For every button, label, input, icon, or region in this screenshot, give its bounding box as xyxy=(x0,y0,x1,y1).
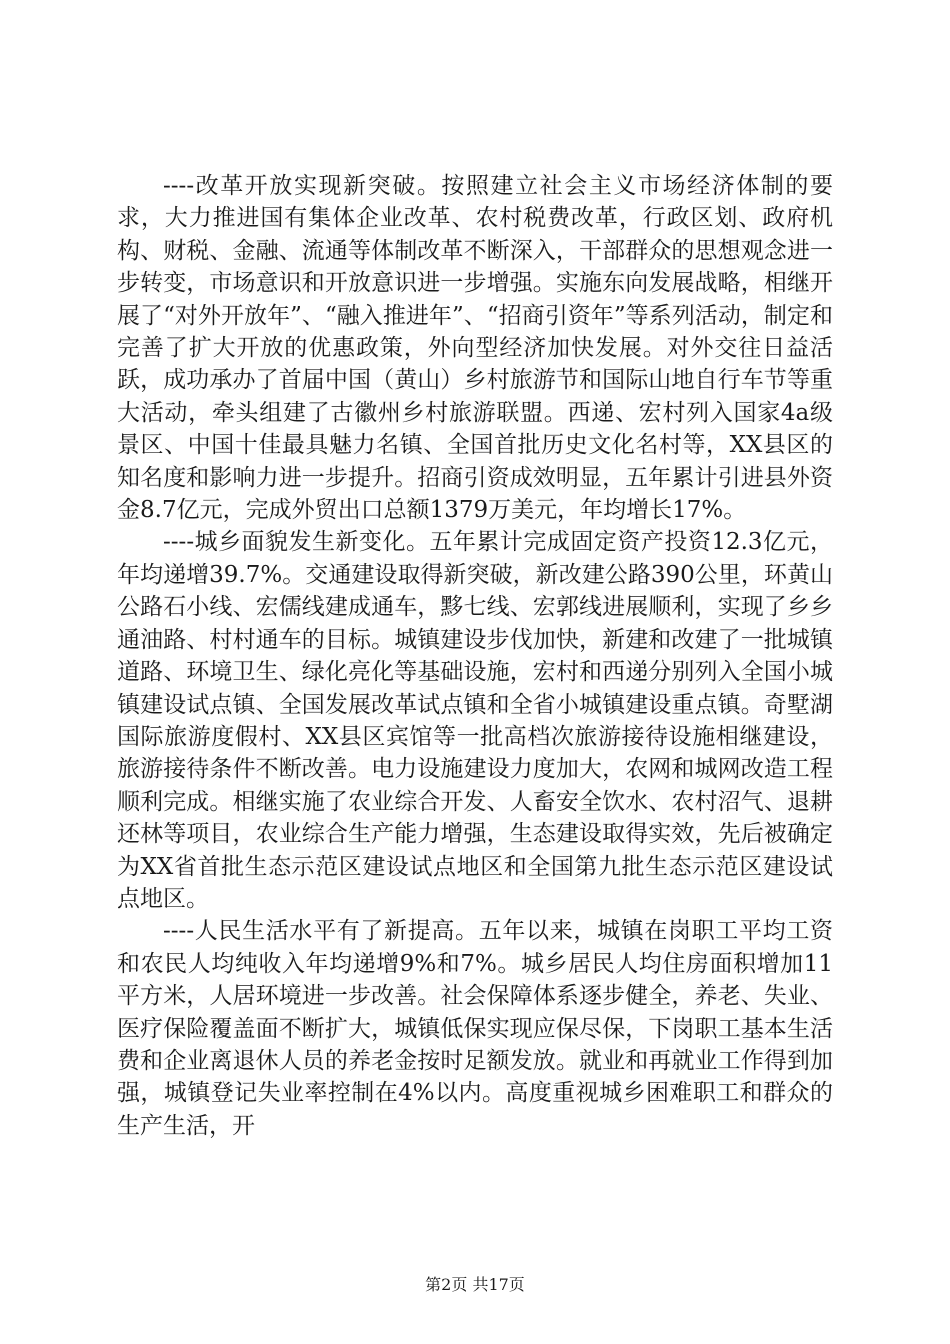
paragraph-living-standard: ----人民生活水平有了新提高。五年以来，城镇在岗职工平均工资和农民人均纯收入年均递增9%和7%。城乡居民人均住房面积增加11平方米，人居环境进一步改善。社会保障体系逐步健全，养老、失业、医疗保险覆盖面不断扩大，城镇低保实现应保尽保，下岗职工基本生活费和企业离退休人员的养老金按时足额发放。就业和再就业工作得到加强，城镇登记失业率控制在4%以内。高度重视城乡困难职工和群众的生产生活，开 xyxy=(117,918,833,1139)
paragraph-reform-opening: ----改革开放实现新突破。按照建立社会主义市场经济体制的要求，大力推进国有集体企业改革、农村税费改革，行政区划、政府机构、财税、金融、流通等体制改革不断深入，干部群众的思想观念进一步转变，市场意识和开放意识进一步增强。实施东向发展战略，相继开展了“对外开放年”、“融入推进年”、“招商引资年”等系列活动，制定和完善了扩大开放的优惠政策，外向型经济加快发展。对外交往日益活跃，成功承办了首届中国（黄山）乡村旅游节和国际山地自行车节等重大活动，牵头组建了古徽州乡村旅游联盟。西递、宏村列入国家4a级景区、中国十佳最具魅力名镇、全国首批历史文化名村等，XX县区的知名度和影响力进一步提升。招商引资成效明显，五年累计引进县外资金8.7亿元，完成外贸出口总额1379万美元，年均增长17%。 xyxy=(117,173,833,524)
document-body xyxy=(117,170,833,1142)
page-footer: 第2页 共17页 xyxy=(425,1275,525,1294)
paragraph-urban-rural: ----城乡面貌发生新变化。五年累计完成固定资产投资12.3亿元，年均递增39.7%。交通建设取得新突破，新改建公路390公里，环黄山公路石小线、宏儒线建成通车，黟七线、宏郭线进展顺利，实现了乡乡通油路、村村通车的目标。城镇建设步伐加快，新建和改建了一批城镇道路、环境卫生、绿化亮化等基础设施，宏村和西递分别列入全国小城镇建设试点镇、全国发展改革试点镇和全省小城镇建设重点镇。奇墅湖国际旅游度假村、XX县区宾馆等一批高档次旅游接待设施相继建设，旅游接待条件不断改善。电力设施建设力度加大，农网和城网改造工程顺利完成。相继实施了农业综合开发、人畜安全饮水、农村沼气、退耕还林等项目，农业综合生产能力增强，生态建设取得实效，先后被确定为XX省首批生态示范区建设试点地区和全国第九批生态示范区建设试点地区。 xyxy=(117,529,833,912)
